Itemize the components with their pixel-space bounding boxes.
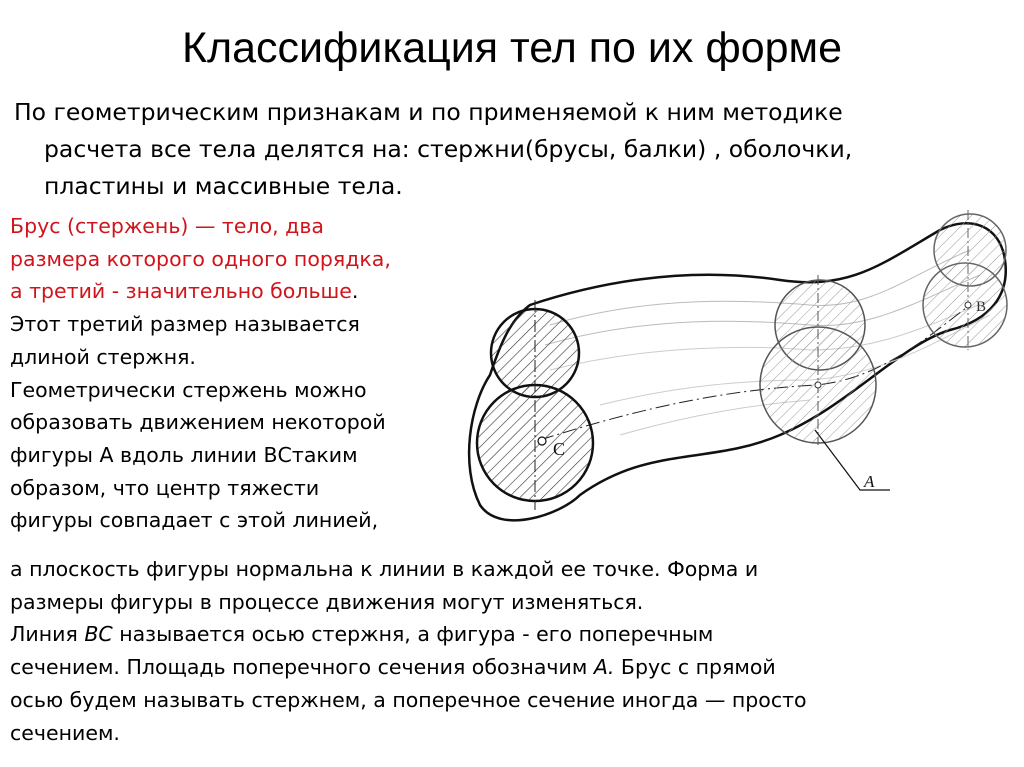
definition-line-3: а третий - значительно больше: [10, 279, 352, 304]
intro-paragraph: [14, 94, 1004, 205]
bottom-line-2: размеры фигуры в процессе движения могут изменяться.: [10, 589, 644, 614]
definition-period: .: [351, 279, 359, 304]
left-line-3: Геометрически стержень можно: [10, 377, 367, 402]
left-line-6: образом, что центр тяжести: [10, 475, 320, 500]
bottom-paragraph: [10, 553, 1014, 749]
left-line-2: длиной стержня.: [10, 344, 196, 369]
bottom-line-4-start: сечением. Площадь поперечного сечения обозначим: [10, 655, 594, 680]
intro-line-1: По геометрическим признакам и по применяемой к ним методике: [14, 98, 843, 126]
rod-svg: [450, 205, 1020, 545]
left-line-5: фигуры А вдоль линии ВСтаким: [10, 442, 358, 467]
bottom-line-3-start: Линия: [10, 622, 85, 647]
bottom-line-6: сечением.: [10, 720, 120, 745]
label-a: A: [864, 472, 875, 491]
rod-illustration: [450, 205, 1020, 545]
axis-name-bc: ВС: [84, 622, 113, 647]
left-line-1: Этот третий размер называется: [10, 312, 360, 337]
cross-section-b: [923, 210, 1007, 350]
label-c: C: [553, 439, 566, 459]
intro-line-2: расчета все тела делятся на: стержни(брусы, балки) , оболочки,: [44, 135, 853, 163]
label-b: B: [976, 299, 987, 315]
bottom-line-5: осью будем называть стержнем, а поперечное сечение иногда — просто: [10, 687, 807, 712]
bottom-line-4-end: Брус с прямой: [614, 655, 776, 680]
page-title: Классификация тел по их форме: [181, 24, 843, 72]
intro-line-3: пластины и массивные тела.: [44, 172, 403, 200]
left-line-7: фигуры совпадает с этой линией,: [10, 508, 379, 533]
definition-line-2: размера которого одного порядка,: [10, 246, 391, 271]
bottom-line-3-end: называется осью стержня, а фигура - его поперечным: [112, 622, 714, 647]
area-symbol-a: А.: [593, 655, 615, 680]
left-line-4: образовать движением некоторой: [10, 410, 386, 435]
definition-text: [10, 210, 470, 537]
bottom-line-1: а плоскость фигуры нормальна к линии в каждой ее точке. Форма и: [10, 557, 759, 581]
definition-line-1: Брус (стержень) — тело, два: [10, 214, 324, 238]
